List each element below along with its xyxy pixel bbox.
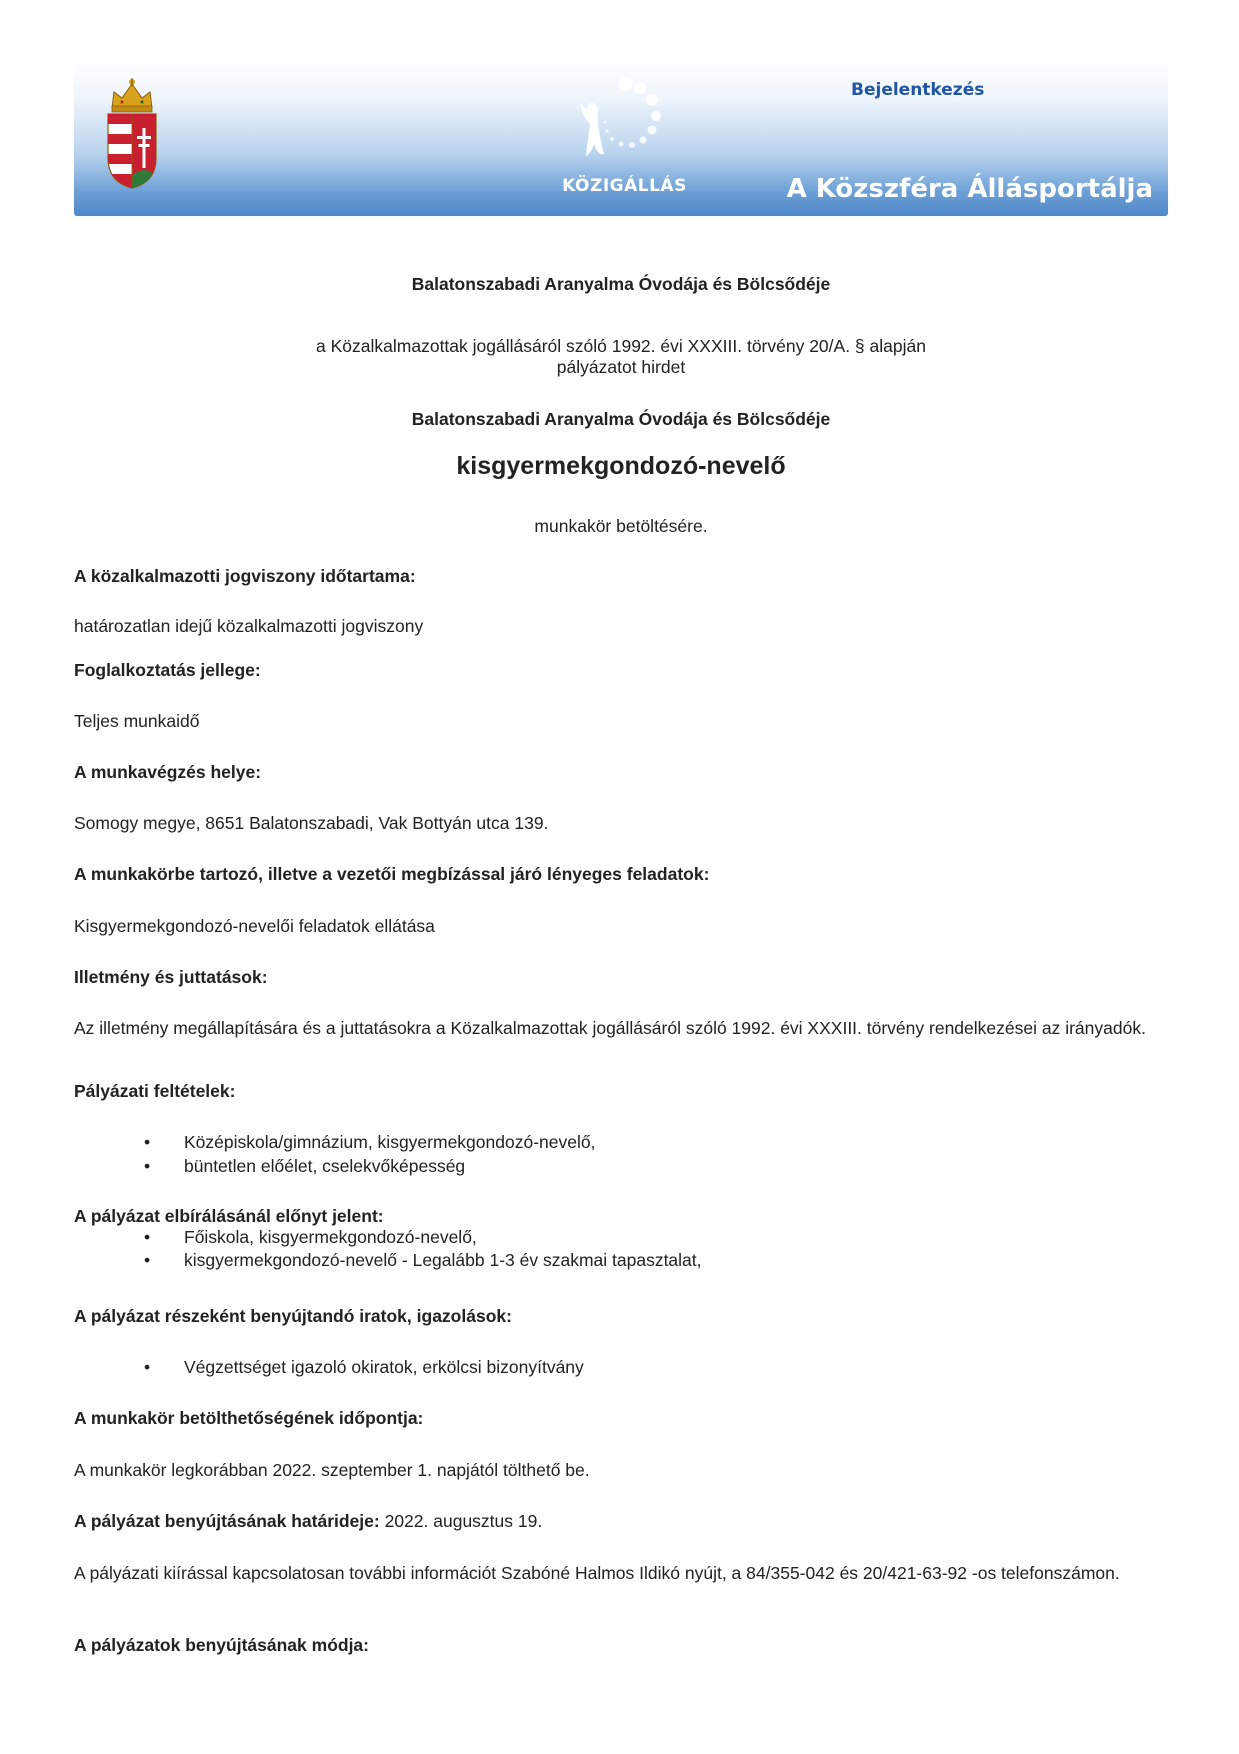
documents-list xyxy=(74,1355,1168,1379)
deadline-line xyxy=(74,1511,1168,1532)
documents-heading: A pályázat részeként benyújtandó iratok, igazolások: xyxy=(74,1306,512,1326)
section-heading: Foglalkoztatás jellege: xyxy=(74,660,261,680)
deadline-label: A pályázat benyújtásának határideje: xyxy=(74,1511,380,1531)
section-text: Somogy megye, 8651 Balatonszabadi, Vak Bottyán utca 139. xyxy=(74,813,549,833)
advantages-list xyxy=(74,1226,1168,1272)
deadline-value: 2022. augusztus 19. xyxy=(384,1511,543,1531)
section-text: Kisgyermekgondozó-nevelői feladatok ellátása xyxy=(74,916,435,936)
hungarian-coat-of-arms-icon xyxy=(104,78,160,190)
section-heading: A közalkalmazotti jogviszony időtartama: xyxy=(74,566,416,586)
list-item: • Végzettséget igazoló okiratok, erkölcsi bizonyítvány xyxy=(144,1357,584,1377)
list-item: • büntetlen előélet, cselekvőképesség xyxy=(144,1156,466,1176)
kozigallas-logo-label: KÖZIGÁLLÁS xyxy=(562,176,687,196)
employer-name: Balatonszabadi Aranyalma Óvodája és Bölcsődéje xyxy=(411,274,831,294)
position-suffix: munkakör betöltésére. xyxy=(534,516,708,536)
start-heading: A munkakör betölthetőségének időpontja: xyxy=(74,1408,424,1428)
conditions-heading: Pályázati feltételek: xyxy=(74,1081,236,1101)
contact-text: A pályázati kiírással kapcsolatosan további információt Szabóné Halmos Ildikó nyújt, a 84/355-042 és 20/421-63-92 -os telefonszámon. xyxy=(74,1563,1120,1583)
legal-basis: a Közalkalmazottak jogállásáról szóló 1992. évi XXXIII. törvény 20/A. § alapján xyxy=(316,336,926,356)
announces-text: pályázatot hirdet xyxy=(556,357,686,377)
section-heading: A munkakörbe tartozó, illetve a vezetői megbízással járó lényeges feladatok: xyxy=(74,864,710,884)
submission-heading: A pályázatok benyújtásának módja: xyxy=(74,1635,369,1655)
list-item: • kisgyermekgondozó-nevelő - Legalább 1-3 év szakmai tapasztalat, xyxy=(144,1250,702,1270)
header-banner xyxy=(74,60,1168,216)
portal-title: A Közszféra Állásportálja xyxy=(786,174,1153,204)
section-text: Teljes munkaidő xyxy=(74,711,200,731)
login-link[interactable]: Bejelentkezés xyxy=(851,80,985,100)
list-item: • Főiskola, kisgyermekgondozó-nevelő, xyxy=(144,1227,477,1247)
position-title: kisgyermekgondozó-nevelő xyxy=(456,452,786,480)
start-text: A munkakör legkorábban 2022. szeptember 1. napjától tölthető be. xyxy=(74,1460,590,1480)
employer-name-repeat: Balatonszabadi Aranyalma Óvodája és Bölcsődéje xyxy=(411,409,831,429)
list-item: • Középiskola/gimnázium, kisgyermekgondozó-nevelő, xyxy=(144,1132,596,1152)
section-text: határozatlan idejű közalkalmazotti jogviszony xyxy=(74,616,424,636)
section-text: Az illetmény megállapítására és a juttatásokra a Közalkalmazottak jogállásáról szóló 1992. évi XXXIII. törvény rendelkezései az irányadók. xyxy=(74,1018,1146,1038)
section-heading: A munkavégzés helye: xyxy=(74,762,262,782)
kozigallas-logo-icon xyxy=(554,72,694,184)
section-heading: Illetmény és juttatások: xyxy=(74,967,268,987)
conditions-list xyxy=(74,1130,1168,1178)
advantages-heading: A pályázat elbírálásánál előnyt jelent: xyxy=(74,1206,384,1226)
